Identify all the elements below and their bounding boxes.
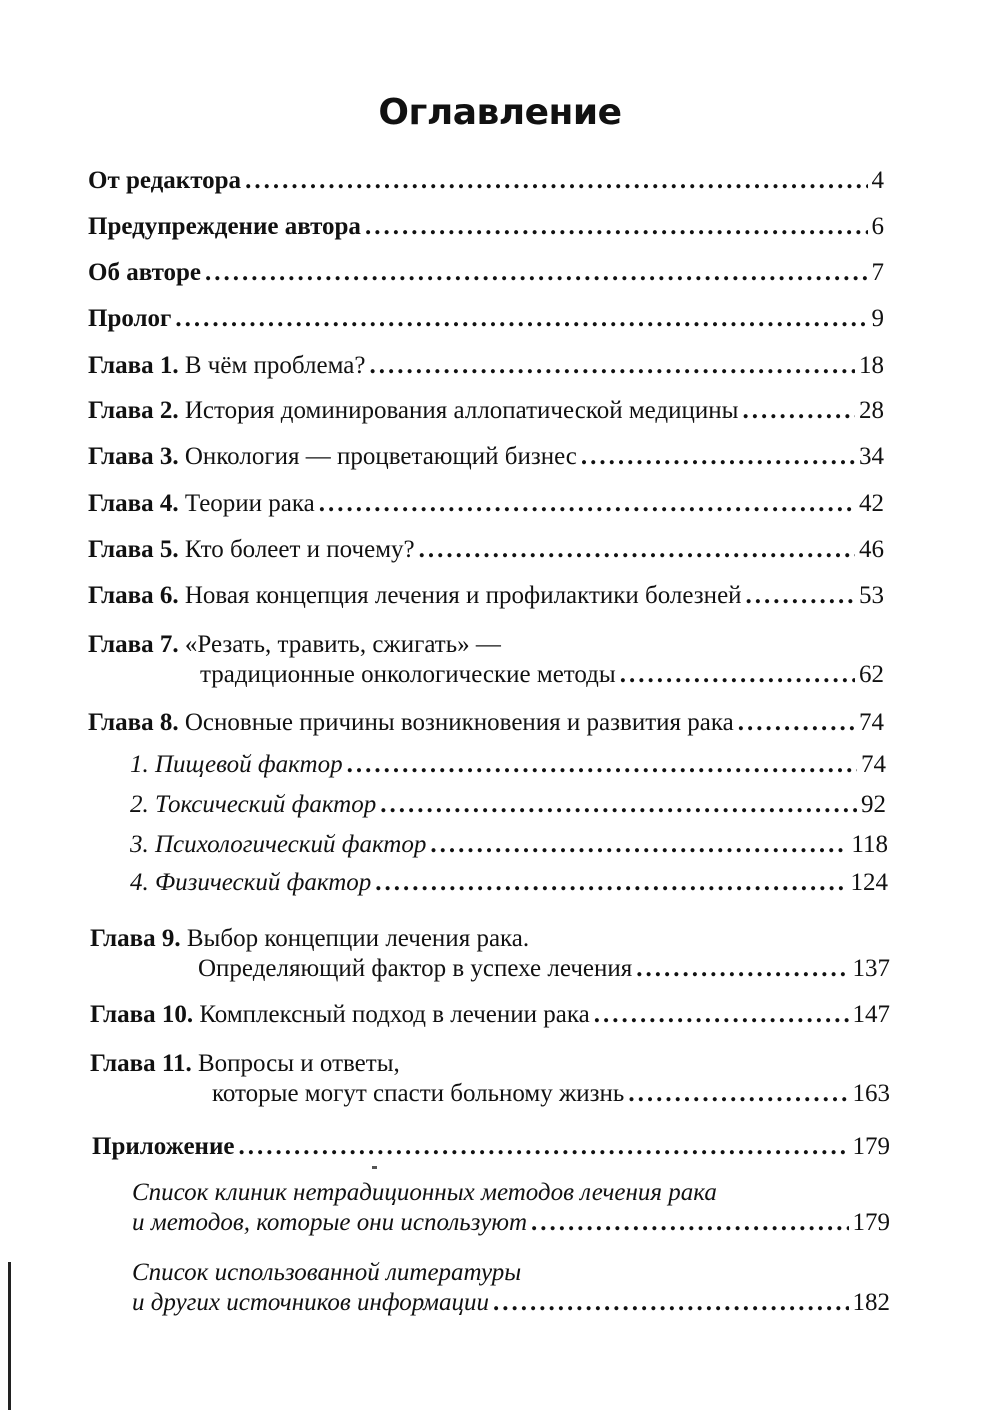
leader-dots xyxy=(365,212,868,242)
toc-appendix-entry xyxy=(132,1208,890,1238)
chapter-number: Глава 10. xyxy=(90,1001,194,1028)
toc-entry-label: 1. Пищевой фактор xyxy=(130,751,343,778)
toc-entry xyxy=(92,1132,890,1162)
leader-dots xyxy=(594,1000,849,1030)
toc-entry-page: 28 xyxy=(859,397,884,424)
chapter-number: Глава 5. xyxy=(88,536,179,563)
leader-dots xyxy=(380,790,857,820)
toc-entry xyxy=(88,304,884,334)
toc-entry xyxy=(88,396,884,426)
leader-dots xyxy=(738,708,855,738)
scan-speck xyxy=(372,1166,377,1169)
leader-dots xyxy=(581,442,855,472)
toc-entry-label: В чём проблема? xyxy=(184,352,366,379)
leader-dots xyxy=(742,396,855,426)
chapter-number: Глава 1. xyxy=(88,352,179,379)
leader-dots xyxy=(347,750,857,780)
toc-entry-label: История доминирования аллопатической медицины xyxy=(184,397,739,424)
toc-entry-label-continued: Определяющий фактор в успехе лечения xyxy=(198,955,633,982)
leader-dots xyxy=(319,489,855,519)
toc-entry-page: 42 xyxy=(859,490,884,517)
toc-entry xyxy=(88,212,884,242)
toc-entry-label: Основные причины возникновения и развития рака xyxy=(184,709,734,736)
toc-entry-label: Теории рака xyxy=(184,490,315,517)
toc-entry-page: 62 xyxy=(859,661,884,688)
toc-entry-page: 18 xyxy=(859,352,884,379)
toc-entry xyxy=(200,660,884,690)
leader-dots xyxy=(531,1208,848,1238)
toc-entry-label-continued: традиционные онкологические методы xyxy=(200,661,616,688)
leader-dots xyxy=(205,258,867,288)
toc-entry-label-continued: которые могут спасти больному жизнь xyxy=(212,1080,625,1107)
toc-entry-page: 7 xyxy=(871,259,884,286)
toc-entry-page: 179 xyxy=(852,1209,890,1236)
toc-entry-page: 182 xyxy=(852,1289,890,1316)
leader-dots xyxy=(369,351,855,381)
toc-entry-page: 92 xyxy=(861,791,886,818)
toc-entry-label: 4. Физический фактор xyxy=(130,869,372,896)
toc-entry xyxy=(198,954,890,984)
toc-entry-page: 124 xyxy=(850,869,888,896)
toc-entry xyxy=(88,258,884,288)
toc-entry-label: Кто болеет и почему? xyxy=(184,536,415,563)
toc-entry xyxy=(88,166,884,196)
toc-entry-label: Новая концепция лечения и профилактики болезней xyxy=(184,582,742,609)
toc-entry-label: От редактора xyxy=(88,167,242,194)
chapter-number: Глава 9. xyxy=(90,925,181,952)
chapter-number: Глава 6. xyxy=(88,582,179,609)
toc-entry-page: 118 xyxy=(851,831,888,858)
toc-entry-label: 2. Токсический фактор xyxy=(130,791,377,818)
leader-dots xyxy=(245,166,867,196)
leader-dots xyxy=(628,1079,848,1109)
toc-entry-page: 147 xyxy=(852,1001,890,1028)
leader-dots xyxy=(430,830,847,860)
chapter-number: Глава 2. xyxy=(88,397,179,424)
toc-entry-page: 53 xyxy=(859,582,884,609)
toc-appendix-entry xyxy=(132,1288,890,1318)
toc-entry-first-line xyxy=(88,630,884,660)
toc-entry-label: «Резать, травить, сжигать» — xyxy=(184,631,501,658)
toc-entry-label: Приложение xyxy=(92,1133,235,1160)
leader-dots xyxy=(175,304,867,334)
toc-appendix-first-line xyxy=(132,1258,890,1288)
leader-dots xyxy=(620,660,855,690)
toc-entry-page: 179 xyxy=(852,1133,890,1160)
leader-dots xyxy=(636,954,848,984)
toc-entry-label: Пролог xyxy=(88,305,172,332)
toc-entry-page: 163 xyxy=(852,1080,890,1107)
chapter-number: Глава 4. xyxy=(88,490,179,517)
toc-entry xyxy=(88,535,884,565)
toc-entry-label: Онкология — процветающий бизнес xyxy=(184,443,577,470)
toc-entry-label-continued: и методов, которые они используют xyxy=(132,1209,528,1236)
chapter-number: Глава 7. xyxy=(88,631,179,658)
toc-entry-label: Предупреждение автора xyxy=(88,213,361,240)
toc-subentry xyxy=(130,750,886,780)
leader-dots xyxy=(375,868,846,898)
toc-entry-page: 137 xyxy=(852,955,890,982)
toc-entry-page: 4 xyxy=(871,167,884,194)
toc-entry xyxy=(90,1000,890,1030)
page-title: Оглавление xyxy=(378,92,622,133)
toc-entry xyxy=(88,581,884,611)
leader-dots xyxy=(419,535,855,565)
toc-entry-first-line xyxy=(90,1049,890,1079)
toc-entry-page: 34 xyxy=(859,443,884,470)
toc-entry-label: Список использованной литературы xyxy=(132,1259,522,1286)
toc-entry xyxy=(88,442,884,472)
toc-entry-label: Об авторе xyxy=(88,259,202,286)
toc-entry-page: 74 xyxy=(861,751,886,778)
leader-dots xyxy=(746,581,855,611)
chapter-number: Глава 8. xyxy=(88,709,179,736)
toc-entry-label-continued: и других источников информации xyxy=(132,1289,489,1316)
toc-entry xyxy=(212,1079,890,1109)
toc-entry-page: 74 xyxy=(859,709,884,736)
toc-entry xyxy=(88,351,884,381)
chapter-number: Глава 11. xyxy=(90,1050,192,1077)
toc-subentry xyxy=(130,830,888,860)
toc-entry-first-line xyxy=(90,924,888,954)
toc-entry-page: 46 xyxy=(859,536,884,563)
toc-entry-label: Выбор концепции лечения рака. xyxy=(186,925,530,952)
toc-subentry xyxy=(130,790,886,820)
toc-entry-page: 6 xyxy=(871,213,884,240)
scan-margin-line xyxy=(8,1262,11,1410)
toc-subentry xyxy=(130,868,888,898)
toc-entry-label: Вопросы и ответы, xyxy=(197,1050,400,1077)
toc-entry-page: 9 xyxy=(871,305,884,332)
leader-dots xyxy=(238,1132,848,1162)
chapter-number: Глава 3. xyxy=(88,443,179,470)
leader-dots xyxy=(493,1288,849,1318)
toc-entry xyxy=(88,708,884,738)
toc-entry-label: 3. Психологический фактор xyxy=(130,831,427,858)
toc-appendix-first-line xyxy=(132,1178,890,1208)
toc-entry-label: Комплексный подход в лечении рака xyxy=(199,1001,590,1028)
toc-entry-label: Список клиник нетрадиционных методов лечения рака xyxy=(132,1179,717,1206)
toc-entry xyxy=(88,489,884,519)
